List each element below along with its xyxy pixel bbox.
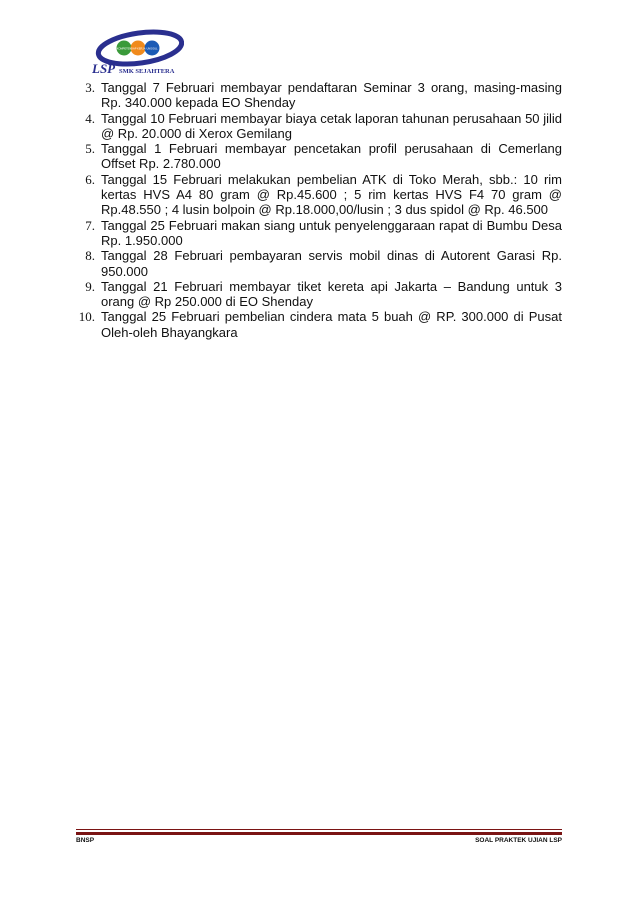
list-item [72,80,562,111]
list-item-text: Tanggal 25 Februari makan siang untuk penyelenggaraan rapat di Bumbu Desa Rp. 1.950.000 [101,217,562,248]
list-item [72,248,562,279]
list-item-text: Tanggal 1 Februari membayar pencetakan profil perusahaan di Cemerlang Offset Rp. 2.780.000 [101,141,562,172]
list-item-number: 5. [85,141,95,157]
logo-initials: LSP [92,61,116,76]
list-item [72,279,562,310]
page-footer [76,837,562,844]
list-item-number: 6. [85,171,95,187]
list-item [72,141,562,172]
logo-brand-name: SMK SEJAHTERA [119,68,175,75]
logo-circle-label-1: KOMPETEN [116,47,132,51]
list-item [72,111,562,142]
list-item-text: Tanggal 25 Februari pembelian cindera mata 5 buah @ RP. 300.000 di Pusat Oleh-oleh Bhayangkara [101,309,562,340]
list-item-number: 7. [85,217,95,233]
list-item [72,172,562,218]
footer-left-label: BNSP [76,837,95,844]
list-item-number: 8. [85,248,95,264]
list-item [72,218,562,249]
logo-circle-label-2: SIAP KERJA [130,47,146,51]
list-item-number: 4. [85,110,95,126]
list-item-text: Tanggal 10 Februari membayar biaya cetak laporan tahunan perusahaan 50 jilid @ Rp. 20.000 di Xerox Gemilang [101,110,562,141]
footer-right-label: SOAL PRAKTEK UJIAN LSP [475,837,562,844]
list-item-text: Tanggal 15 Februari melakukan pembelian ATK di Toko Merah, sbb.: 10 rim kertas HVS A4 80 gram @ Rp.45.600 ; 5 rim kertas HVS F4 70 gram @ Rp.48.550 ; 4 lusin bolpoin @ Rp.18.000,00/lusin ; 3 dus spidol @ Rp. 46.500 [101,171,562,218]
list-item-number: 9. [85,278,95,294]
list-item [72,309,562,340]
transaction-list [72,80,562,340]
list-item-text: Tanggal 7 Februari membayar pendaftaran Seminar 3 orang, masing-masing Rp. 340.000 kepada EO Shenday [101,80,562,111]
list-item-number: 3. [85,80,95,95]
logo-circle-label-3: UNGGUL [146,47,158,51]
lsp-logo [92,28,184,76]
footer-rule-thin [76,829,562,830]
list-item-number: 10. [78,309,95,325]
list-item-text: Tanggal 21 Februari membayar tiket kereta api Jakarta – Bandung untuk 3 orang @ Rp 250.000 di EO Shenday [101,278,562,310]
list-item-text: Tanggal 28 Februari pembayaran servis mobil dinas di Autorent Garasi Rp. 950.000 [101,248,562,279]
footer-rule-thick [76,832,562,835]
